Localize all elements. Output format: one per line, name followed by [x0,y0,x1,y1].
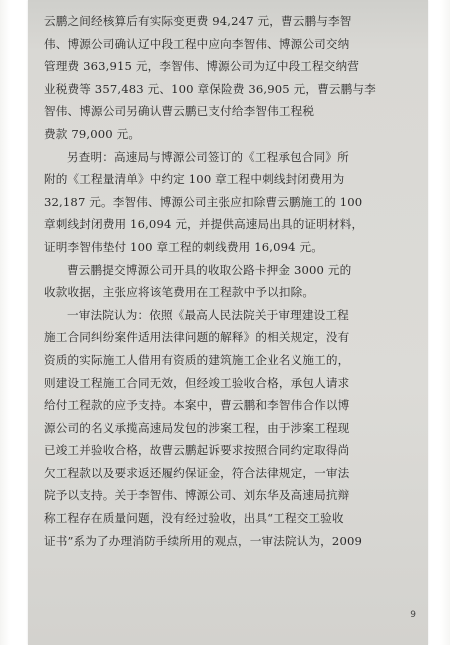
paragraph-deposit-receipt [44,259,416,304]
text-line: 已竣工并验收合格，故曹云鹏起诉要求按照合同约定取得尚 [44,443,350,458]
text-line: 源公司的名义承揽高速局发包的涉案工程，由于涉案工程现 [44,420,350,435]
text-line: 费款 79,000 元。 [44,126,141,141]
text-line: 伟、博源公司确认辽中段工程中应向李智伟、博源公司交纳 [44,36,350,51]
text-line: 32,187 元。李智伟、博源公司主张应扣除曹云鹏施工的 100 [44,194,363,209]
document-body [44,10,416,552]
text-line: 证明李智伟垫付 100 章工程的刺线费用 16,094 元。 [44,239,324,254]
text-line: 另查明：高速局与博源公司签订的《工程承包合同》所 [67,149,349,164]
text-line: 院予以支持。关于李智伟、博源公司、刘东华及高速局抗辩 [44,488,350,503]
text-line: 管理费 363,915 元，李智伟、博源公司为辽中段工程交纳营 [44,59,360,74]
paragraph-further-findings [44,146,416,259]
text-line: 收款收据，主张应将该笔费用在工程款中予以扣除。 [44,285,315,300]
text-line: 云鹏之间经核算后有实际变更费 94,247 元，曹云鹏与李智 [44,14,352,28]
text-line: 施工合同纠纷案件适用法律问题的解释》的相关规定，没有 [44,330,350,345]
text-line: 业税费等 357,483 元、100 章保险费 36,905 元，曹云鹏与李 [44,81,376,96]
paragraph-court-opinion [44,304,416,553]
document-sheet [28,0,428,645]
text-line: 智伟、博源公司另确认曹云鹏已支付给李智伟工程税 [44,104,315,119]
text-line: 给付工程款的应予支持。本案中，曹云鹏和李智伟合作以博 [44,398,350,413]
text-line: 章刺线封闭费用 16,094 元，并提供高速局出具的证明材料， [44,217,364,232]
text-line: 附的《工程量清单》中约定 100 章工程中刺线封闭费用为 [44,172,345,187]
page-number: 9 [410,610,416,620]
paragraph-settlement [44,10,416,146]
text-line: 曹云鹏提交博源公司开具的收取公路卡押金 3000 元的 [67,262,352,277]
text-line: 证书”系为了办理消防手续所用的观点，一审法院认为，2009 [44,533,363,548]
text-line: 则建设工程施工合同无效，但经竣工验收合格，承包人请求 [44,375,350,390]
text-line: 称工程存在质量问题，没有经过验收，出具“工程交工验收 [44,511,344,526]
text-line: 欠工程款以及要求返还履约保证金，符合法律规定，一审法 [44,465,350,480]
text-line: 资质的实际施工人借用有资质的建筑施工企业名义施工的， [44,352,350,367]
text-line: 一审法院认为：依照《最高人民法院关于审理建设工程 [67,307,349,322]
